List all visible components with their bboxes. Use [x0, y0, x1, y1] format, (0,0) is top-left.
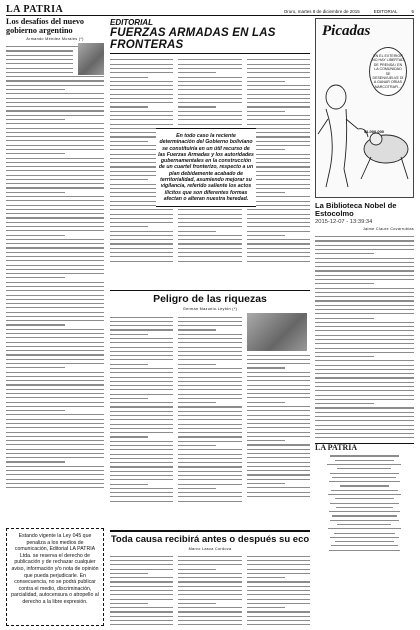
cartoon-illustration [316, 19, 414, 198]
nobel-title: La Biblioteca Nobel de Estocolmo [315, 201, 397, 218]
masthead [6, 4, 414, 16]
legal-notice-text: Estando vigente la Ley 045 que penaliza a los medios de comunicación, Editorial LA PATRIA Ltda. se reserva el derecho de publicación y de rechazar cualquier aviso, información y/o nota de opinión que pueda perjudicarle. En consecuencia, no se podrá publicar contra el medio, discriminación, parcialidad, autocensura o atropello al derecho a la libre expresión. [11, 533, 99, 605]
center-column [110, 18, 310, 630]
right-column [315, 18, 414, 582]
left-article-body [6, 43, 104, 519]
issue-date: Oruro, martes 8 de diciembre de 2015 [283, 9, 360, 14]
staff-box [315, 443, 414, 582]
nobel-datetime: 2015-12-07 - 13:39:34 [315, 219, 373, 225]
section-divider [110, 290, 310, 291]
cartoon-caption: EN EL EXTERIOR NO HAY LIBERTAD DE PRENSA / EN LA COMUNIDAD SE DESENVUELVE DÍ A GANAR ORÍAS NARCOTRAFI... [369, 47, 407, 96]
peligro-byline: Germán Mazuelo-Leytón (*) [182, 307, 238, 312]
peligro-body [110, 313, 310, 528]
left-article-title: Los desafíos del nuevo gobierno argentino [6, 17, 85, 35]
left-column [6, 18, 104, 519]
newspaper-name: LA PATRIA [6, 4, 64, 15]
cartoon-money-label: $1.000.000 [364, 129, 385, 134]
toda-causa-title: Toda causa recibirá antes o después su eco [110, 533, 310, 545]
page-number: 5 [411, 9, 414, 14]
section-name: EDITORIAL [373, 9, 398, 14]
staff-paper-name: LA PATRIA [315, 443, 358, 452]
staff-listing [315, 452, 414, 582]
toda-causa-byline: Marco Lasca Cordova [188, 546, 232, 551]
editorial-pullquote [156, 128, 256, 207]
nobel-body [315, 233, 414, 438]
cartoon-panel [315, 18, 414, 198]
left-article-byline: Armando Méndez Morales (*) [26, 37, 84, 41]
cartoon-logo: Picadas [322, 23, 371, 39]
toda-causa-body [110, 553, 310, 630]
section-divider-2 [110, 530, 310, 531]
pullquote-text: En todo caso la reciente determinación del Gobierno boliviano se constituiría en un útil recurso de las Fuerzas Armadas y los autoridades gubernamentales en la construcción de un cuartel fronterizo, respecto a un plan debidamente acabado de territorialidad, asumiendo mejorar su vigilancia, referido saliente los actos ilícitos que son diferentes formas afectan o alteran nuestra heredad. [158, 133, 254, 202]
masthead-meta [284, 9, 414, 15]
legal-notice-box [6, 528, 104, 626]
editorial-title: FUERZAS ARMADAS EN LAS FRONTERAS [110, 27, 276, 51]
editorial-label: EDITORIAL [110, 18, 153, 27]
editorial-rule [110, 53, 310, 54]
peligro-author-photo [247, 313, 307, 351]
peligro-title: Peligro de las riquezas [153, 293, 267, 306]
nobel-byline: Jaime Claure Covarrubias [362, 227, 414, 231]
author-photo [78, 43, 104, 75]
